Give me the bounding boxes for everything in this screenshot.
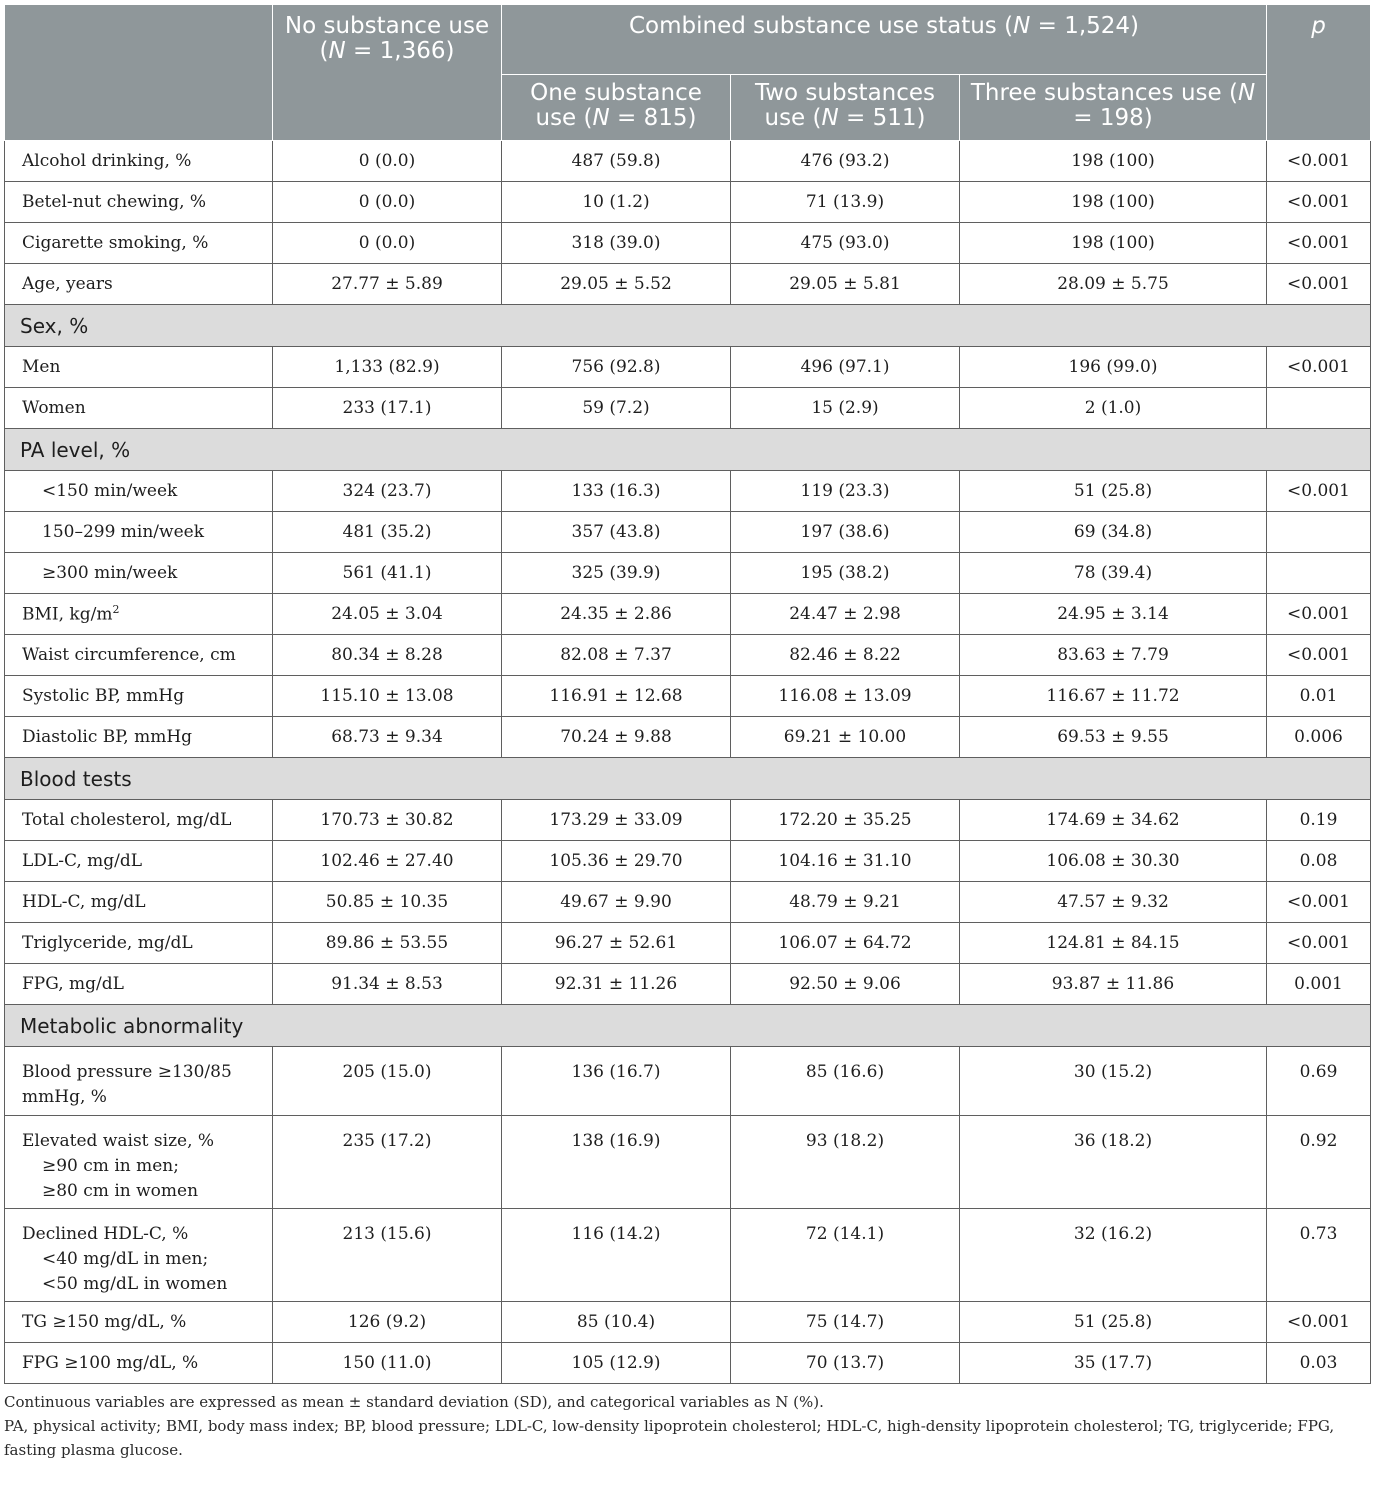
cell-three-substances: 35 (17.7) — [960, 1343, 1267, 1384]
row-label-text: HDL-C, mg/dL — [22, 892, 146, 912]
cell-one-substance: 325 (39.9) — [502, 553, 731, 594]
cell-no-substance: 102.46 ± 27.40 — [273, 841, 502, 882]
cell-three-substances: 28.09 ± 5.75 — [960, 264, 1267, 305]
row-label-text: BMI, kg/m — [22, 604, 113, 625]
cell-no-substance: 1,133 (82.9) — [273, 347, 502, 388]
cell-no-substance: 213 (15.6) — [273, 1209, 502, 1302]
cell-no-substance: 91.34 ± 8.53 — [273, 964, 502, 1005]
table-row — [5, 635, 1371, 676]
row-label-text: 150–299 min/week — [42, 522, 205, 542]
cell-two-substances: 72 (14.1) — [731, 1209, 960, 1302]
header-p — [1267, 5, 1371, 141]
cell-no-substance: 233 (17.1) — [273, 388, 502, 429]
cell-p-value: 0.19 — [1267, 800, 1371, 841]
section-label: Metabolic abnormality — [5, 1005, 1371, 1047]
cell-two-substances: 70 (13.7) — [731, 1343, 960, 1384]
cell-two-substances: 82.46 ± 8.22 — [731, 635, 960, 676]
cell-two-substances: 29.05 ± 5.81 — [731, 264, 960, 305]
row-label-text: Diastolic BP, mmHg — [22, 727, 193, 747]
cell-one-substance: 85 (10.4) — [502, 1302, 731, 1343]
cell-no-substance: 150 (11.0) — [273, 1343, 502, 1384]
cell-two-substances: 106.07 ± 64.72 — [731, 923, 960, 964]
cell-no-substance: 324 (23.7) — [273, 471, 502, 512]
row-label-text: Total cholesterol, mg/dL — [22, 810, 232, 830]
cell-p-value: 0.69 — [1267, 1047, 1371, 1116]
section-row — [5, 429, 1371, 471]
cell-one-substance: 70.24 ± 9.88 — [502, 717, 731, 758]
cell-p-value: 0.73 — [1267, 1209, 1371, 1302]
cell-one-substance: 136 (16.7) — [502, 1047, 731, 1116]
header-combined: Combined substance use status (N = 1,524) — [502, 5, 1267, 75]
cell-two-substances: 69.21 ± 10.00 — [731, 717, 960, 758]
row-label — [5, 512, 273, 553]
cell-one-substance: 357 (43.8) — [502, 512, 731, 553]
cell-no-substance: 27.77 ± 5.89 — [273, 264, 502, 305]
row-label — [5, 471, 273, 512]
cell-p-value — [1267, 512, 1371, 553]
row-label — [5, 182, 273, 223]
cell-one-substance: 756 (92.8) — [502, 347, 731, 388]
cell-p-value: 0.08 — [1267, 841, 1371, 882]
row-label-text: FPG ≥100 mg/dL, % — [22, 1353, 199, 1373]
table-row — [5, 471, 1371, 512]
cell-three-substances: 69.53 ± 9.55 — [960, 717, 1267, 758]
row-label — [5, 1343, 273, 1384]
cell-no-substance: 115.10 ± 13.08 — [273, 676, 502, 717]
row-label-text: Declined HDL-C, % — [22, 1224, 189, 1244]
row-label-text: <150 min/week — [42, 481, 178, 501]
cell-p-value: 0.92 — [1267, 1116, 1371, 1209]
cell-three-substances: 198 (100) — [960, 223, 1267, 264]
cell-no-substance: 0 (0.0) — [273, 141, 502, 182]
cell-two-substances: 48.79 ± 9.21 — [731, 882, 960, 923]
cell-two-substances: 172.20 ± 35.25 — [731, 800, 960, 841]
table-row — [5, 841, 1371, 882]
cell-three-substances: 36 (18.2) — [960, 1116, 1267, 1209]
cell-p-value: <0.001 — [1267, 594, 1371, 635]
cell-three-substances: 83.63 ± 7.79 — [960, 635, 1267, 676]
table-footnotes — [4, 1390, 1370, 1462]
cell-one-substance: 138 (16.9) — [502, 1116, 731, 1209]
table-body — [5, 141, 1371, 1384]
row-label — [5, 1047, 273, 1116]
table-row — [5, 1116, 1371, 1209]
row-label-text: LDL-C, mg/dL — [22, 851, 143, 871]
table-row — [5, 594, 1371, 635]
table-row — [5, 676, 1371, 717]
row-label-text: Men — [22, 357, 61, 377]
table-row — [5, 223, 1371, 264]
cell-three-substances: 116.67 ± 11.72 — [960, 676, 1267, 717]
row-label — [5, 964, 273, 1005]
data-table — [4, 4, 1371, 1384]
row-label — [5, 553, 273, 594]
row-label — [5, 882, 273, 923]
section-label: Blood tests — [5, 758, 1371, 800]
cell-two-substances: 104.16 ± 31.10 — [731, 841, 960, 882]
cell-two-substances: 197 (38.6) — [731, 512, 960, 553]
row-label — [5, 264, 273, 305]
cell-three-substances: 2 (1.0) — [960, 388, 1267, 429]
cell-p-value: 0.03 — [1267, 1343, 1371, 1384]
row-label — [5, 800, 273, 841]
table-row — [5, 1302, 1371, 1343]
section-row — [5, 1005, 1371, 1047]
section-row — [5, 758, 1371, 800]
cell-three-substances: 32 (16.2) — [960, 1209, 1267, 1302]
cell-p-value: <0.001 — [1267, 471, 1371, 512]
section-row — [5, 305, 1371, 347]
cell-three-substances: 106.08 ± 30.30 — [960, 841, 1267, 882]
cell-p-value — [1267, 388, 1371, 429]
section-label: Sex, % — [5, 305, 1371, 347]
cell-p-value: 0.001 — [1267, 964, 1371, 1005]
row-sublabel: <40 mg/dL in men; — [42, 1249, 209, 1269]
cell-three-substances: 198 (100) — [960, 182, 1267, 223]
header-one-substance: One substance use (N = 815) — [502, 75, 731, 141]
section-label: PA level, % — [5, 429, 1371, 471]
cell-one-substance: 82.08 ± 7.37 — [502, 635, 731, 676]
row-label-text: Women — [22, 398, 86, 418]
table-row — [5, 717, 1371, 758]
row-label-text: ≥300 min/week — [42, 563, 178, 583]
row-label-text: FPG, mg/dL — [22, 974, 124, 994]
header-empty — [5, 5, 273, 141]
header-p-label: p — [1311, 13, 1326, 39]
cell-two-substances: 116.08 ± 13.09 — [731, 676, 960, 717]
row-label-text: Age, years — [22, 274, 113, 294]
cell-two-substances: 195 (38.2) — [731, 553, 960, 594]
cell-p-value: <0.001 — [1267, 923, 1371, 964]
cell-two-substances: 85 (16.6) — [731, 1047, 960, 1116]
cell-p-value: <0.001 — [1267, 182, 1371, 223]
cell-one-substance: 133 (16.3) — [502, 471, 731, 512]
row-label — [5, 841, 273, 882]
cell-p-value: <0.001 — [1267, 635, 1371, 676]
row-label-text: Waist circumference, cm — [22, 645, 236, 665]
table-row — [5, 141, 1371, 182]
cell-two-substances: 119 (23.3) — [731, 471, 960, 512]
cell-no-substance: 170.73 ± 30.82 — [273, 800, 502, 841]
row-label — [5, 923, 273, 964]
table-row — [5, 553, 1371, 594]
header-three-substances: Three substances use (N = 198) — [960, 75, 1267, 141]
table-row — [5, 347, 1371, 388]
table-container — [4, 4, 1370, 1462]
row-sublabel: ≥90 cm in men; — [42, 1156, 179, 1176]
cell-three-substances: 51 (25.8) — [960, 471, 1267, 512]
row-label-text: Alcohol drinking, % — [22, 151, 192, 171]
cell-three-substances: 24.95 ± 3.14 — [960, 594, 1267, 635]
cell-three-substances: 51 (25.8) — [960, 1302, 1267, 1343]
cell-two-substances: 71 (13.9) — [731, 182, 960, 223]
cell-no-substance: 68.73 ± 9.34 — [273, 717, 502, 758]
table-row — [5, 1047, 1371, 1116]
cell-three-substances: 198 (100) — [960, 141, 1267, 182]
cell-two-substances: 475 (93.0) — [731, 223, 960, 264]
cell-two-substances: 496 (97.1) — [731, 347, 960, 388]
cell-no-substance: 126 (9.2) — [273, 1302, 502, 1343]
table-row — [5, 882, 1371, 923]
cell-one-substance: 24.35 ± 2.86 — [502, 594, 731, 635]
cell-three-substances: 124.81 ± 84.15 — [960, 923, 1267, 964]
cell-one-substance: 105.36 ± 29.70 — [502, 841, 731, 882]
cell-p-value — [1267, 553, 1371, 594]
row-label — [5, 594, 273, 635]
row-label-text: Betel-nut chewing, % — [22, 192, 207, 212]
footnote-2: PA, physical activity; BMI, body mass index; BP, blood pressure; LDL-C, low-density lipoprotein cholesterol; HDL-C, high-density lipoprotein cholesterol; TG, triglyceride; FPG, fasting plasma glucose. — [4, 1417, 1335, 1459]
row-label — [5, 223, 273, 264]
cell-two-substances: 93 (18.2) — [731, 1116, 960, 1209]
cell-three-substances: 78 (39.4) — [960, 553, 1267, 594]
row-label — [5, 635, 273, 676]
cell-one-substance: 116 (14.2) — [502, 1209, 731, 1302]
cell-one-substance: 59 (7.2) — [502, 388, 731, 429]
row-label-text: Triglyceride, mg/dL — [22, 933, 193, 953]
cell-p-value: 0.006 — [1267, 717, 1371, 758]
cell-no-substance: 0 (0.0) — [273, 182, 502, 223]
cell-one-substance: 105 (12.9) — [502, 1343, 731, 1384]
cell-no-substance: 0 (0.0) — [273, 223, 502, 264]
cell-one-substance: 10 (1.2) — [502, 182, 731, 223]
cell-two-substances: 15 (2.9) — [731, 388, 960, 429]
cell-one-substance: 29.05 ± 5.52 — [502, 264, 731, 305]
footnote-1: Continuous variables are expressed as mean ± standard deviation (SD), and categorical variables as N (%). — [4, 1393, 824, 1411]
cell-three-substances: 69 (34.8) — [960, 512, 1267, 553]
cell-p-value: <0.001 — [1267, 882, 1371, 923]
cell-three-substances: 30 (15.2) — [960, 1047, 1267, 1116]
row-sublabel: ≥80 cm in women — [42, 1181, 199, 1201]
cell-no-substance: 481 (35.2) — [273, 512, 502, 553]
row-label — [5, 717, 273, 758]
row-label — [5, 1116, 273, 1209]
cell-three-substances: 196 (99.0) — [960, 347, 1267, 388]
row-label — [5, 141, 273, 182]
cell-p-value: <0.001 — [1267, 1302, 1371, 1343]
cell-two-substances: 92.50 ± 9.06 — [731, 964, 960, 1005]
table-row — [5, 512, 1371, 553]
cell-three-substances: 174.69 ± 34.62 — [960, 800, 1267, 841]
cell-p-value: 0.01 — [1267, 676, 1371, 717]
cell-two-substances: 75 (14.7) — [731, 1302, 960, 1343]
cell-one-substance: 49.67 ± 9.90 — [502, 882, 731, 923]
table-row — [5, 388, 1371, 429]
cell-p-value: <0.001 — [1267, 347, 1371, 388]
row-label — [5, 388, 273, 429]
row-label-superscript: 2 — [112, 603, 120, 617]
cell-three-substances: 93.87 ± 11.86 — [960, 964, 1267, 1005]
table-row — [5, 182, 1371, 223]
row-label-text: Elevated waist size, % — [22, 1131, 215, 1151]
cell-one-substance: 318 (39.0) — [502, 223, 731, 264]
row-label — [5, 676, 273, 717]
cell-two-substances: 24.47 ± 2.98 — [731, 594, 960, 635]
cell-one-substance: 173.29 ± 33.09 — [502, 800, 731, 841]
row-sublabel: <50 mg/dL in women — [42, 1274, 228, 1294]
cell-one-substance: 92.31 ± 11.26 — [502, 964, 731, 1005]
table-header — [5, 5, 1371, 141]
cell-one-substance: 116.91 ± 12.68 — [502, 676, 731, 717]
table-row — [5, 1209, 1371, 1302]
cell-no-substance: 24.05 ± 3.04 — [273, 594, 502, 635]
row-label — [5, 347, 273, 388]
cell-no-substance: 561 (41.1) — [273, 553, 502, 594]
cell-no-substance: 205 (15.0) — [273, 1047, 502, 1116]
cell-p-value: <0.001 — [1267, 264, 1371, 305]
cell-two-substances: 476 (93.2) — [731, 141, 960, 182]
table-row — [5, 923, 1371, 964]
cell-three-substances: 47.57 ± 9.32 — [960, 882, 1267, 923]
cell-p-value: <0.001 — [1267, 141, 1371, 182]
cell-one-substance: 487 (59.8) — [502, 141, 731, 182]
table-row — [5, 1343, 1371, 1384]
row-label-text: TG ≥150 mg/dL, % — [22, 1312, 187, 1332]
cell-no-substance: 80.34 ± 8.28 — [273, 635, 502, 676]
header-no-substance: No substance use (N = 1,366) — [273, 5, 502, 141]
table-row — [5, 964, 1371, 1005]
row-label — [5, 1302, 273, 1343]
row-label — [5, 1209, 273, 1302]
cell-no-substance: 235 (17.2) — [273, 1116, 502, 1209]
cell-p-value: <0.001 — [1267, 223, 1371, 264]
table-row — [5, 264, 1371, 305]
cell-one-substance: 96.27 ± 52.61 — [502, 923, 731, 964]
row-label-text: Blood pressure ≥130/85 mmHg, % — [22, 1062, 232, 1107]
row-label-text: Cigarette smoking, % — [22, 233, 209, 253]
table-row — [5, 800, 1371, 841]
header-two-substances: Two substances use (N = 511) — [731, 75, 960, 141]
row-label-text: Systolic BP, mmHg — [22, 686, 185, 706]
cell-no-substance: 50.85 ± 10.35 — [273, 882, 502, 923]
cell-no-substance: 89.86 ± 53.55 — [273, 923, 502, 964]
